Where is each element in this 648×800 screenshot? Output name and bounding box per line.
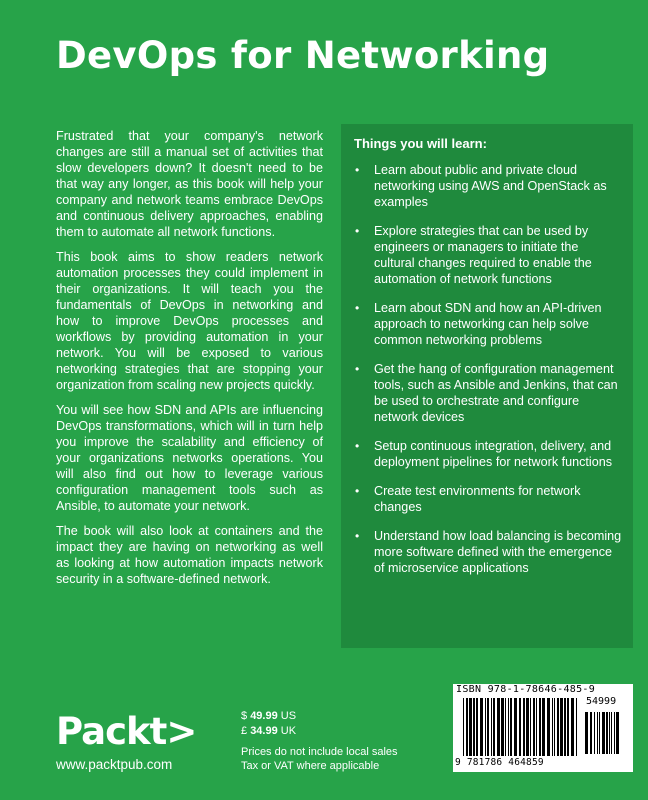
learning-item	[354, 438, 622, 470]
bullet-icon: •	[355, 484, 360, 498]
price-us: $ 49.99 US	[241, 710, 297, 722]
description-paragraph: You will see how SDN and APIs are influencing DevOps transformations, which will in turn help you improve the scalability and efficiency of your organizations networks operations. You will also find out how to leverage various configuration management tools such as Ansible, to automate your network.	[56, 403, 323, 513]
learning-item-text: Explore strategies that can be used by engineers or managers to initiate the cultural changes required to enable the automation of network functions	[374, 224, 592, 286]
learning-item-text: Create test environments for network changes	[374, 484, 581, 514]
bullet-icon: •	[355, 362, 360, 376]
learning-item-text: Learn about SDN and how an API-driven approach to networking can help solve common networking problems	[374, 301, 602, 347]
learning-item	[354, 300, 622, 348]
price-uk: £ 34.99 UK	[241, 725, 297, 737]
price-note: Prices do not include local sales Tax or VAT where applicable	[241, 746, 398, 772]
bullet-icon: •	[355, 439, 360, 453]
description-paragraph: Frustrated that your company's network changes are still a manual set of activities that slow developers down? It doesn't need to be that way any longer, as this book will help your company and network teams embrace DevOps and continuous delivery approaches, enabling them to automate all network functions.	[56, 129, 323, 239]
barcode-addon-digits: 54999	[586, 696, 617, 707]
bullet-icon: •	[355, 301, 360, 315]
book-title: DevOps for Networking	[56, 34, 550, 77]
learning-item-text: Understand how load balancing is becoming more software defined with the emergence of microservice applications	[374, 529, 622, 575]
description-paragraph: The book will also look at containers and the impact they are having on networking as well as looking at how automation impacts network security in a software-defined network.	[56, 524, 323, 586]
publisher-url: www.packtpub.com	[56, 757, 173, 772]
book-description	[56, 128, 323, 596]
isbn-text: ISBN 978-1-78646-485-9	[456, 684, 596, 695]
bullet-icon: •	[355, 224, 360, 238]
isbn-barcode	[453, 684, 633, 772]
barcode-bars	[463, 698, 581, 758]
barcode-addon-bars	[585, 712, 625, 768]
learning-item	[354, 483, 622, 515]
learning-list	[354, 162, 622, 589]
learning-item-text: Get the hang of configuration management tools, such as Ansible and Jenkins, that can be used to orchestrate and configure network devices	[374, 362, 618, 424]
learning-panel	[341, 124, 633, 648]
learning-item	[354, 162, 622, 210]
learning-item-text: Setup continuous integration, delivery, and deployment pipelines for network functions	[374, 439, 613, 469]
bullet-icon: •	[355, 163, 360, 177]
learning-heading: Things you will learn:	[354, 136, 487, 151]
learning-item	[354, 528, 622, 576]
learning-item	[354, 361, 622, 425]
packt-logo: Packt>	[56, 710, 197, 753]
price-block	[241, 709, 296, 739]
description-paragraph: This book aims to show readers network automation processes they could implement in their organizations. It will teach you the fundamentals of DevOps in networking and how to improve DevOps processes and workflows by providing automation in your network. You will be exposed to various networking strategies that are stopping your organization from scaling new projects quickly.	[56, 250, 323, 392]
barcode-ean-digits: 9 781786 464859	[455, 757, 544, 768]
learning-item	[354, 223, 622, 287]
bullet-icon: •	[355, 529, 360, 543]
learning-item-text: Learn about public and private cloud networking using AWS and OpenStack as examples	[374, 163, 607, 209]
